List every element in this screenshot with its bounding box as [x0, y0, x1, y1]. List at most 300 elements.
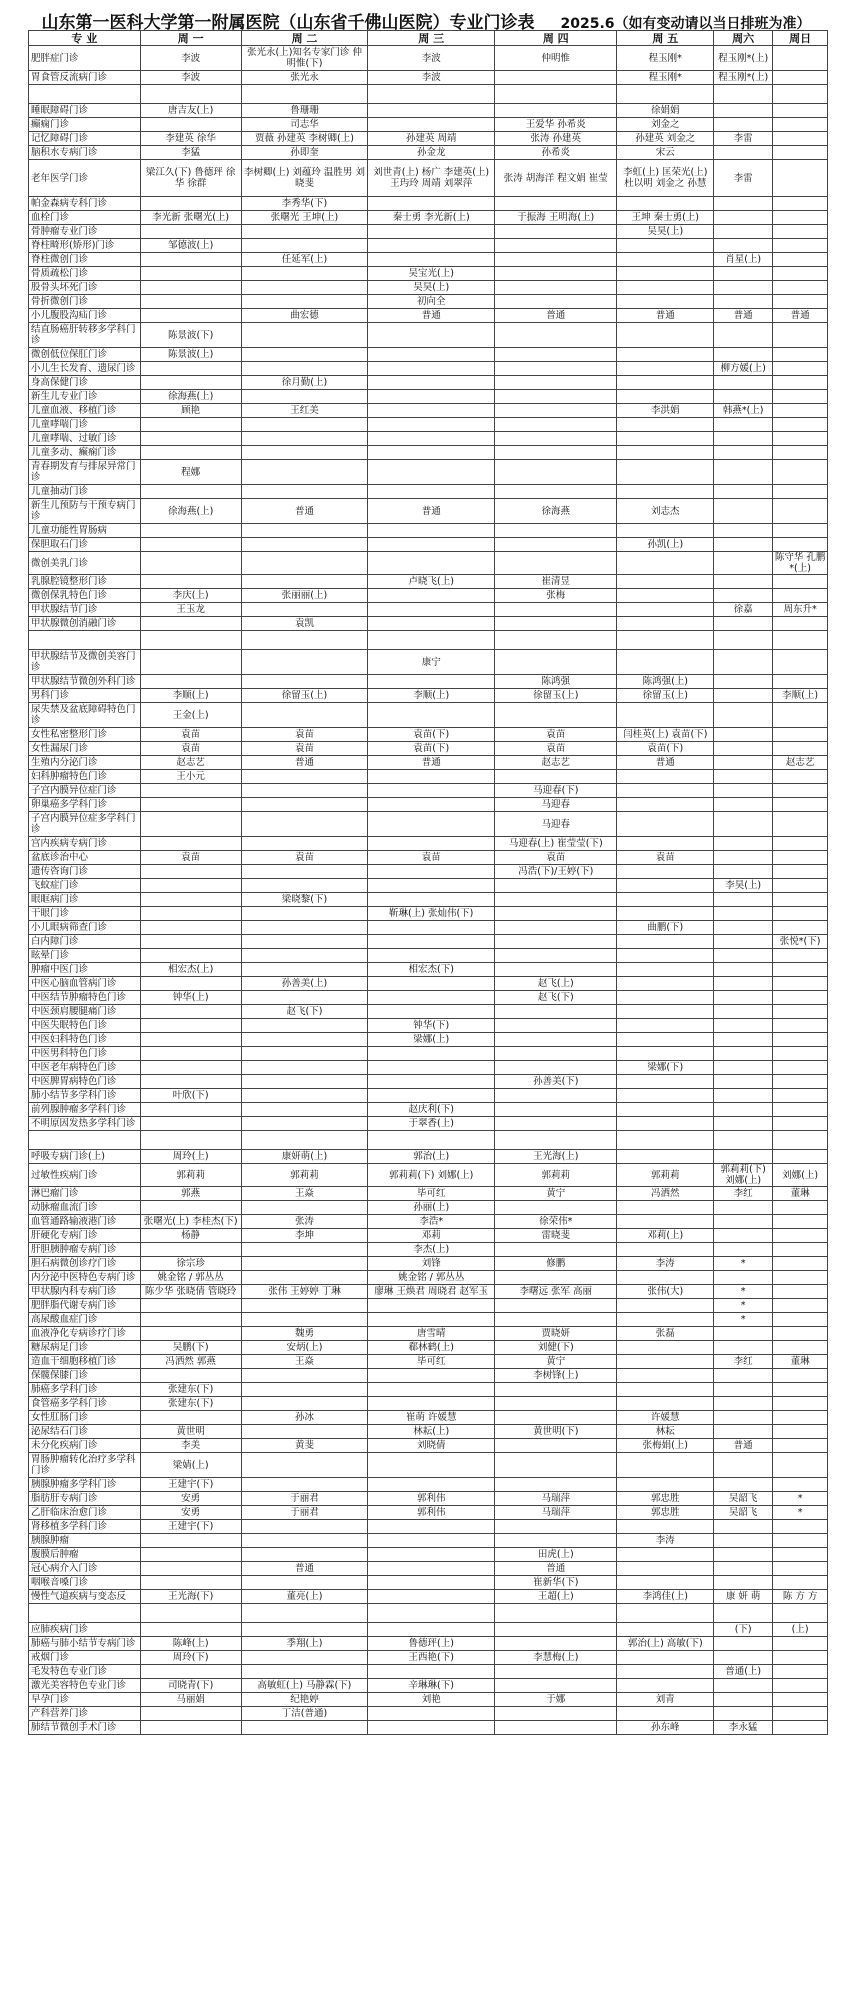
schedule-cell: 周玲(下) [140, 1651, 241, 1665]
schedule-cell [140, 1623, 241, 1637]
schedule-cell [714, 893, 773, 907]
schedule-cell: 黄世明(下) [495, 1425, 617, 1439]
schedule-cell: 司晓青(下) [140, 1679, 241, 1693]
schedule-cell: 郭莉莉 [617, 1164, 714, 1187]
schedule-cell [773, 1061, 828, 1075]
schedule-cell: 普通 [368, 756, 495, 770]
title-text: 山东第一医科大学第一附属医院（山东省千佛山医院）专业门诊表 [41, 13, 535, 33]
schedule-cell [714, 1075, 773, 1089]
schedule-cell [495, 650, 617, 675]
schedule-cell: 李波 [140, 71, 241, 85]
schedule-cell: 刘青 [617, 1693, 714, 1707]
schedule-cell [368, 617, 495, 631]
schedule-cell: 毕可红 [368, 1355, 495, 1369]
table-row [29, 1534, 828, 1548]
schedule-cell [495, 1383, 617, 1397]
schedule-cell [617, 575, 714, 589]
schedule-cell [368, 1397, 495, 1411]
schedule-cell [617, 1341, 714, 1355]
table-row [29, 1215, 828, 1229]
schedule-cell [773, 1721, 828, 1735]
schedule-cell [617, 703, 714, 728]
schedule-cell [368, 1383, 495, 1397]
table-row [29, 404, 828, 418]
schedule-cell: 李波 [140, 46, 241, 71]
schedule-cell [241, 1478, 368, 1492]
schedule-cell [773, 879, 828, 893]
schedule-cell [714, 1005, 773, 1019]
schedule-cell: 梁娜(下) [617, 1061, 714, 1075]
header-specialty: 专 业 [29, 31, 141, 46]
schedule-cell: 李浩* [368, 1215, 495, 1229]
schedule-cell [617, 348, 714, 362]
schedule-cell [773, 977, 828, 991]
schedule-cell [368, 376, 495, 390]
table-row [29, 589, 828, 603]
clinic-name-cell: 生殖内分泌门诊 [29, 756, 141, 770]
clinic-name-cell: 青春期发育与排尿异常门诊 [29, 460, 141, 485]
schedule-cell [617, 1299, 714, 1313]
schedule-cell [714, 1576, 773, 1590]
schedule-cell [714, 524, 773, 538]
schedule-cell [140, 309, 241, 323]
schedule-cell [495, 963, 617, 977]
schedule-cell [241, 239, 368, 253]
schedule-cell: 梁娜(上) [368, 1033, 495, 1047]
schedule-cell [773, 160, 828, 197]
clinic-name-cell: 中医颈肩腰腿痛门诊 [29, 1005, 141, 1019]
schedule-cell: 张伟(大) [617, 1285, 714, 1299]
schedule-cell [495, 1623, 617, 1637]
schedule-cell: 徐荣伟* [495, 1215, 617, 1229]
table-row [29, 376, 828, 390]
schedule-cell [241, 390, 368, 404]
schedule-cell [617, 617, 714, 631]
schedule-cell: 李红 [714, 1187, 773, 1201]
table-row [29, 1397, 828, 1411]
schedule-cell: 王建宇(下) [140, 1478, 241, 1492]
schedule-cell: 鲁德玶(上) [368, 1637, 495, 1651]
schedule-cell [140, 197, 241, 211]
schedule-cell: 陈少华 张晓倩 管晓玲 [140, 1285, 241, 1299]
schedule-cell [773, 1369, 828, 1383]
schedule-cell [714, 1411, 773, 1425]
schedule-cell [773, 1019, 828, 1033]
schedule-cell: 姚金铭 / 郭丛丛 [140, 1271, 241, 1285]
schedule-cell: 徐月勤(上) [241, 376, 368, 390]
schedule-cell [140, 485, 241, 499]
table-row [29, 1341, 828, 1355]
schedule-cell [495, 1637, 617, 1651]
schedule-cell [495, 1721, 617, 1735]
schedule-cell: 程玉刚*(上) [714, 71, 773, 85]
schedule-cell [773, 1327, 828, 1341]
schedule-cell [714, 865, 773, 879]
schedule-cell [773, 1425, 828, 1439]
table-row [29, 1019, 828, 1033]
table-row [29, 1453, 828, 1478]
clinic-name-cell: 肝硬化专病门诊 [29, 1229, 141, 1243]
schedule-cell [140, 949, 241, 963]
schedule-cell [617, 267, 714, 281]
schedule-cell [714, 1637, 773, 1651]
schedule-cell: 张涛 孙建英 [495, 132, 617, 146]
schedule-cell [714, 650, 773, 675]
table-row [29, 524, 828, 538]
schedule-cell [617, 650, 714, 675]
schedule-cell [495, 770, 617, 784]
schedule-cell: 赵飞(上) [495, 977, 617, 991]
schedule-cell [495, 1047, 617, 1061]
schedule-cell [140, 1243, 241, 1257]
schedule-cell [617, 552, 714, 575]
schedule-cell [368, 239, 495, 253]
schedule-cell: 马迎春 [495, 812, 617, 837]
schedule-cell [241, 784, 368, 798]
schedule-cell: 普通 [368, 309, 495, 323]
schedule-cell: 袁苗 [241, 851, 368, 865]
table-row [29, 1355, 828, 1369]
clinic-name-cell: 戒烟门诊 [29, 1651, 141, 1665]
schedule-cell: 崔萌 许媛慧 [368, 1411, 495, 1425]
schedule-cell [140, 575, 241, 589]
schedule-cell [773, 1534, 828, 1548]
schedule-cell [617, 1679, 714, 1693]
gap-cell [617, 85, 714, 104]
clinic-name-cell: 小儿生长发育、遗尿门诊 [29, 362, 141, 376]
schedule-cell [617, 524, 714, 538]
table-row [29, 907, 828, 921]
schedule-cell [140, 225, 241, 239]
schedule-cell [368, 1047, 495, 1061]
clinic-name-cell: 子宫内膜异位症多学科门诊 [29, 812, 141, 837]
clinic-name-cell: 肺癌与肺小结节专病门诊 [29, 1637, 141, 1651]
table-row [29, 1150, 828, 1164]
schedule-cell [140, 1548, 241, 1562]
gap-cell [773, 1604, 828, 1623]
schedule-cell [495, 1005, 617, 1019]
schedule-cell [773, 1637, 828, 1651]
schedule-cell [368, 1075, 495, 1089]
schedule-cell: 李树锋(上) [495, 1369, 617, 1383]
schedule-cell [773, 418, 828, 432]
gap-cell [714, 1131, 773, 1150]
schedule-cell [773, 1229, 828, 1243]
schedule-cell [617, 1271, 714, 1285]
schedule-cell [495, 879, 617, 893]
table-row [29, 211, 828, 225]
schedule-cell [368, 524, 495, 538]
schedule-cell [617, 1651, 714, 1665]
schedule-cell [773, 1383, 828, 1397]
schedule-cell [368, 390, 495, 404]
schedule-cell [241, 1623, 368, 1637]
schedule-cell [241, 1548, 368, 1562]
schedule-cell: 李树卿(上) 刘蕴玲 温胜男 刘晓斐 [241, 160, 368, 197]
table-row [29, 1369, 828, 1383]
clinic-name-cell: 微创美乳门诊 [29, 552, 141, 575]
schedule-cell [773, 1243, 828, 1257]
schedule-cell: 毕可红 [368, 1187, 495, 1201]
schedule-cell [617, 1707, 714, 1721]
schedule-cell: 李美 [140, 1439, 241, 1453]
schedule-cell [241, 362, 368, 376]
schedule-cell [495, 253, 617, 267]
schedule-cell: 姚金铭 / 郭丛丛 [368, 1271, 495, 1285]
schedule-cell: 王光海(上) [495, 1150, 617, 1164]
table-row [29, 1576, 828, 1590]
schedule-cell [773, 146, 828, 160]
table-row [29, 390, 828, 404]
schedule-cell [495, 418, 617, 432]
schedule-cell [140, 1665, 241, 1679]
schedule-cell [368, 348, 495, 362]
schedule-cell: 孙善美(下) [495, 1075, 617, 1089]
schedule-cell [241, 1271, 368, 1285]
header-tuesday: 周 二 [241, 31, 368, 46]
schedule-cell: 崔清昱 [495, 575, 617, 589]
schedule-cell [773, 1576, 828, 1590]
schedule-cell [773, 575, 828, 589]
schedule-cell: 袁凯 [241, 617, 368, 631]
schedule-cell [368, 949, 495, 963]
schedule-cell [368, 1562, 495, 1576]
table-row [29, 1327, 828, 1341]
schedule-cell: 徐宗珍 [140, 1257, 241, 1271]
header-monday: 周 一 [140, 31, 241, 46]
schedule-cell [714, 1215, 773, 1229]
schedule-cell: 赵志艺 [495, 756, 617, 770]
gap-cell [241, 85, 368, 104]
clinic-name-cell: 造血干细胞移植门诊 [29, 1355, 141, 1369]
table-row [29, 1299, 828, 1313]
schedule-cell [495, 703, 617, 728]
schedule-cell: 董亮(上) [241, 1590, 368, 1604]
clinic-name-cell: 骨肿瘤专业门诊 [29, 225, 141, 239]
gap-cell [140, 631, 241, 650]
schedule-cell: 袁苗 [241, 742, 368, 756]
schedule-cell [368, 837, 495, 851]
schedule-cell [140, 812, 241, 837]
schedule-cell: 普通 [714, 1439, 773, 1453]
schedule-cell [368, 104, 495, 118]
clinic-name-cell: 产科营养门诊 [29, 1707, 141, 1721]
schedule-cell [495, 907, 617, 921]
schedule-cell [368, 538, 495, 552]
schedule-cell: 许媛慧 [617, 1411, 714, 1425]
schedule-cell: 陈 方 方 [773, 1590, 828, 1604]
schedule-cell: 李建英 徐华 [140, 132, 241, 146]
clinic-name-cell: 中医失眠特色门诊 [29, 1019, 141, 1033]
table-row [29, 1520, 828, 1534]
header-row [29, 31, 828, 46]
schedule-cell [241, 921, 368, 935]
schedule-cell [714, 756, 773, 770]
schedule-cell: 马迎春 [495, 798, 617, 812]
schedule-cell: 李涛 [617, 1534, 714, 1548]
schedule-cell: 普通 [773, 309, 828, 323]
schedule-cell: 普通 [241, 1562, 368, 1576]
schedule-cell [368, 977, 495, 991]
schedule-cell: 任延军(上) [241, 253, 368, 267]
schedule-cell: 于翠香(上) [368, 1117, 495, 1131]
schedule-cell [714, 742, 773, 756]
schedule-cell [773, 589, 828, 603]
schedule-cell [617, 1117, 714, 1131]
table-row [29, 1383, 828, 1397]
schedule-cell: 张曙光 王坤(上) [241, 211, 368, 225]
gap-cell [29, 1131, 141, 1150]
schedule-cell: 李顺(上) [368, 689, 495, 703]
schedule-cell [241, 1047, 368, 1061]
schedule-cell [617, 376, 714, 390]
clinic-name-cell: 中医结节肿瘤特色门诊 [29, 991, 141, 1005]
gap-cell [714, 631, 773, 650]
schedule-cell: 邓莉(上) [617, 1229, 714, 1243]
schedule-cell: 张光永(上)知名专家门诊 仲明惟(下) [241, 46, 368, 71]
table-row [29, 921, 828, 935]
schedule-cell [368, 865, 495, 879]
schedule-cell [617, 432, 714, 446]
schedule-cell [773, 323, 828, 348]
clinic-name-cell: 呼吸专病门诊(上) [29, 1150, 141, 1164]
table-row [29, 1679, 828, 1693]
schedule-cell: 袁苗(下) [368, 742, 495, 756]
schedule-cell: 钟华(上) [140, 991, 241, 1005]
clinic-name-cell: 甲状腺内科专病门诊 [29, 1285, 141, 1299]
schedule-cell [140, 118, 241, 132]
schedule-cell [773, 675, 828, 689]
schedule-cell: 鲁珊珊 [241, 104, 368, 118]
schedule-cell [714, 1061, 773, 1075]
schedule-cell [241, 879, 368, 893]
schedule-cell [368, 784, 495, 798]
schedule-cell: 王超(上) [495, 1590, 617, 1604]
schedule-cell [140, 1075, 241, 1089]
schedule-cell [140, 784, 241, 798]
schedule-cell [714, 239, 773, 253]
schedule-cell: * [714, 1313, 773, 1327]
table-row [29, 1707, 828, 1721]
clinic-name-cell: 胃食管反流病门诊 [29, 71, 141, 85]
clinic-name-cell: 肥胖脂代谢专病门诊 [29, 1299, 141, 1313]
schedule-cell: 袁苗(下) [617, 742, 714, 756]
clinic-name-cell: 妇科肿瘤特色门诊 [29, 770, 141, 784]
schedule-cell [241, 552, 368, 575]
schedule-cell [140, 295, 241, 309]
schedule-cell [714, 1693, 773, 1707]
gap-cell [714, 1604, 773, 1623]
schedule-cell [773, 432, 828, 446]
gap-cell [241, 1131, 368, 1150]
clinic-name-cell: 肺小结节多学科门诊 [29, 1089, 141, 1103]
schedule-cell [368, 118, 495, 132]
schedule-cell: * [714, 1299, 773, 1313]
section-gap [29, 1131, 828, 1150]
schedule-cell [368, 1576, 495, 1590]
schedule-cell: 袁苗 [241, 728, 368, 742]
clinic-name-cell: 新生儿专业门诊 [29, 390, 141, 404]
schedule-cell [241, 1534, 368, 1548]
schedule-cell: 李雷 [714, 132, 773, 146]
clinic-name-cell: 女性肛肠门诊 [29, 1411, 141, 1425]
schedule-cell: 王玉龙 [140, 603, 241, 617]
table-row [29, 1313, 828, 1327]
gap-cell [140, 85, 241, 104]
schedule-cell [617, 963, 714, 977]
clinic-name-cell: 泌尿结石门诊 [29, 1425, 141, 1439]
schedule-cell [495, 1707, 617, 1721]
clinic-name-cell: 不明原因发热多学科门诊 [29, 1117, 141, 1131]
schedule-cell: 李顺(上) [140, 689, 241, 703]
table-row [29, 104, 828, 118]
schedule-cell: 张涛 [241, 1215, 368, 1229]
schedule-cell [773, 1562, 828, 1576]
schedule-cell [617, 991, 714, 1005]
table-row [29, 1562, 828, 1576]
schedule-cell [495, 1679, 617, 1693]
schedule-cell [368, 253, 495, 267]
schedule-cell: 孙即奎 [241, 146, 368, 160]
schedule-cell [714, 617, 773, 631]
schedule-cell: 程玉刚* [617, 71, 714, 85]
schedule-cell [241, 1299, 368, 1313]
clinic-name-cell: 胆石病微创诊疗门诊 [29, 1257, 141, 1271]
schedule-cell [773, 921, 828, 935]
clinic-name-cell: 胰腺肿瘤多学科门诊 [29, 1478, 141, 1492]
schedule-cell [714, 1341, 773, 1355]
schedule-cell [368, 921, 495, 935]
schedule-cell [714, 499, 773, 524]
schedule-cell [617, 1369, 714, 1383]
table-row [29, 46, 828, 71]
table-row [29, 935, 828, 949]
schedule-cell [617, 907, 714, 921]
schedule-cell [714, 104, 773, 118]
schedule-cell [495, 225, 617, 239]
schedule-cell [773, 362, 828, 376]
schedule-cell [773, 71, 828, 85]
schedule-cell [241, 281, 368, 295]
clinic-name-cell: 男科门诊 [29, 689, 141, 703]
schedule-cell [714, 1520, 773, 1534]
schedule-cell: 刘锋 [368, 1257, 495, 1271]
clinic-name-cell: 骨质疏松门诊 [29, 267, 141, 281]
schedule-cell [714, 935, 773, 949]
schedule-cell [714, 118, 773, 132]
clinic-name-cell: 前列腺肿瘤多学科门诊 [29, 1103, 141, 1117]
schedule-cell [617, 1313, 714, 1327]
clinic-name-cell: 未分化疾病门诊 [29, 1439, 141, 1453]
schedule-cell [495, 197, 617, 211]
schedule-cell [773, 1439, 828, 1453]
schedule-cell: 田虎(上) [495, 1548, 617, 1562]
table-row [29, 538, 828, 552]
clinic-name-cell: 食管癌多学科门诊 [29, 1397, 141, 1411]
schedule-cell [617, 323, 714, 348]
gap-cell [29, 85, 141, 104]
schedule-cell [241, 1201, 368, 1215]
schedule-cell [241, 1369, 368, 1383]
schedule-cell: 李雷 [714, 160, 773, 197]
schedule-cell [495, 404, 617, 418]
schedule-cell: 普通(上) [714, 1665, 773, 1679]
schedule-cell: 修鹏 [495, 1257, 617, 1271]
schedule-cell: 唐吉友(上) [140, 104, 241, 118]
schedule-cell [714, 1327, 773, 1341]
schedule-cell [617, 1005, 714, 1019]
clinic-name-cell: 乳腺腔镜整形门诊 [29, 575, 141, 589]
